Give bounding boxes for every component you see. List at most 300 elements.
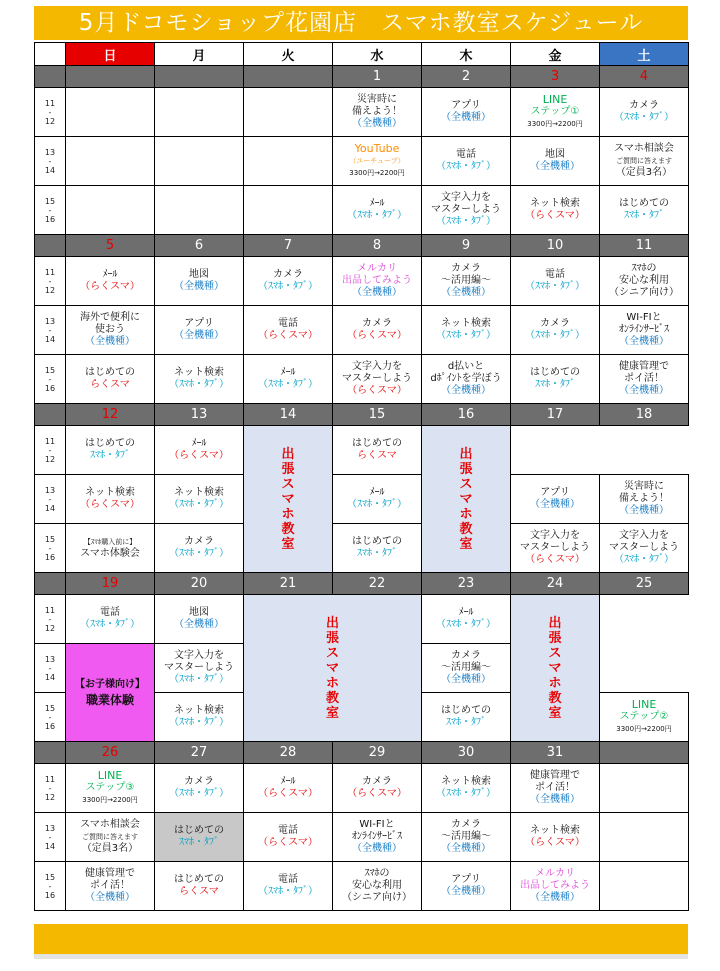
class-line: （全機種） bbox=[352, 843, 402, 854]
class-line: はじめての bbox=[174, 874, 224, 885]
date-cell: 6 bbox=[155, 235, 244, 257]
class-line: （ｽﾏﾎ・ﾀﾌﾞ） bbox=[436, 330, 496, 341]
class-line: （シニア向け） bbox=[609, 287, 679, 298]
time-label bbox=[35, 306, 66, 355]
class-line: はじめての bbox=[530, 367, 580, 378]
class-cell bbox=[422, 862, 511, 911]
class-cell bbox=[333, 88, 422, 137]
class-line: 電話 bbox=[278, 318, 298, 329]
class-line: 使おう bbox=[95, 324, 125, 335]
class-line: 備えよう！ bbox=[619, 493, 669, 504]
outreach-class-cell bbox=[422, 426, 511, 573]
class-line: （ｽﾏﾎ・ﾀﾌﾞ） bbox=[169, 717, 229, 728]
class-line: カメラ bbox=[273, 269, 303, 280]
class-cell bbox=[244, 862, 333, 911]
time-slot-row bbox=[35, 306, 689, 355]
class-line: （全機種） bbox=[619, 505, 669, 516]
outreach-class-label: 出張スマホ教室 bbox=[281, 446, 295, 552]
class-line: カメラ bbox=[184, 536, 214, 547]
date-cell bbox=[600, 742, 689, 764]
schedule-table bbox=[34, 42, 689, 911]
class-cell bbox=[600, 693, 689, 742]
class-line: はじめての bbox=[85, 438, 135, 449]
class-line: ｽﾏﾎ・ﾀﾌﾞ bbox=[624, 210, 664, 221]
class-line: ﾒｰﾙ bbox=[458, 607, 474, 618]
class-line: （全機種） bbox=[530, 499, 580, 510]
time-end: 14 bbox=[44, 503, 56, 513]
time-dash: - bbox=[48, 712, 52, 722]
time-end: 12 bbox=[44, 116, 56, 126]
class-cell bbox=[600, 257, 689, 306]
class-line: ｽﾏﾎの bbox=[364, 868, 390, 879]
time-start: 15 bbox=[44, 703, 56, 713]
class-cell bbox=[155, 595, 244, 644]
time-end: 16 bbox=[44, 552, 56, 562]
class-line: （らくスマ） bbox=[525, 210, 585, 221]
class-cell bbox=[66, 595, 155, 644]
time-start: 13 bbox=[44, 485, 56, 495]
class-line: ご質問に答えます bbox=[616, 157, 672, 165]
class-cell bbox=[66, 862, 155, 911]
class-cell bbox=[600, 813, 689, 862]
class-line: （全機種） bbox=[619, 336, 669, 347]
time-label bbox=[35, 524, 66, 573]
date-cell: 3 bbox=[511, 66, 600, 88]
time-dash: - bbox=[48, 783, 52, 793]
class-line: はじめての bbox=[619, 198, 669, 209]
time-end: 12 bbox=[44, 792, 56, 802]
class-line: （シニア向け） bbox=[342, 892, 412, 903]
class-line: （ｽﾏﾎ・ﾀﾌﾞ） bbox=[525, 281, 585, 292]
class-cell bbox=[333, 475, 422, 524]
week-corner-cell bbox=[35, 235, 66, 257]
class-line: （ｽﾏﾎ・ﾀﾌﾞ） bbox=[525, 330, 585, 341]
time-label bbox=[35, 693, 66, 742]
weekday-mon: 月 bbox=[155, 43, 244, 66]
class-line: 安心な利用 bbox=[619, 275, 669, 286]
class-cell bbox=[333, 137, 422, 186]
class-line: （全機種） bbox=[85, 892, 135, 903]
class-line: 健康管理で bbox=[530, 770, 580, 781]
time-start: 11 bbox=[44, 436, 56, 446]
class-line: （ｽﾏﾎ・ﾀﾌﾞ） bbox=[614, 554, 674, 565]
class-cell bbox=[422, 813, 511, 862]
class-line: メルカリ bbox=[535, 868, 575, 879]
outreach-class-label: 出張スマホ教室 bbox=[548, 615, 562, 721]
class-cell bbox=[511, 306, 600, 355]
time-start: 11 bbox=[44, 774, 56, 784]
class-line: カメラ bbox=[184, 776, 214, 787]
weekday-header-row bbox=[35, 43, 689, 66]
class-line: LINE bbox=[542, 93, 568, 106]
class-line: （全機種） bbox=[174, 619, 224, 630]
class-cell bbox=[333, 524, 422, 573]
class-line: （ｽﾏﾎ・ﾀﾌﾞ） bbox=[436, 619, 496, 630]
class-line: 電話 bbox=[278, 874, 298, 885]
class-line: dﾎﾟｲﾝﾄを学ぼう bbox=[430, 373, 502, 384]
class-cell bbox=[244, 355, 333, 404]
class-line: （全機種） bbox=[441, 843, 491, 854]
time-end: 16 bbox=[44, 890, 56, 900]
time-slot-row bbox=[35, 475, 689, 524]
class-line: （ｽﾏﾎ・ﾀﾌﾞ） bbox=[169, 788, 229, 799]
time-label bbox=[35, 355, 66, 404]
class-line: （らくスマ） bbox=[169, 450, 229, 461]
class-line: ﾒｰﾙ bbox=[369, 487, 385, 498]
time-slot-row bbox=[35, 813, 689, 862]
class-line: 電話 bbox=[545, 269, 565, 280]
kids-event-title: 職業体験 bbox=[85, 693, 134, 707]
class-line: 文字入力を bbox=[174, 650, 224, 661]
class-cell bbox=[422, 137, 511, 186]
class-line: 海外で便利に bbox=[80, 312, 140, 323]
outreach-class-cell bbox=[244, 595, 422, 742]
time-start: 13 bbox=[44, 147, 56, 157]
class-line: カメラ bbox=[629, 100, 659, 111]
class-cell bbox=[422, 693, 511, 742]
class-line: （全機種） bbox=[530, 161, 580, 172]
class-line: はじめての bbox=[352, 536, 402, 547]
class-line: カメラ bbox=[362, 318, 392, 329]
class-line: （全機種） bbox=[441, 385, 491, 396]
class-cell bbox=[511, 862, 600, 911]
class-line: （らくスマ） bbox=[525, 837, 585, 848]
class-cell bbox=[511, 813, 600, 862]
class-line: （全機種） bbox=[352, 118, 402, 129]
class-cell bbox=[66, 257, 155, 306]
date-cell: 9 bbox=[422, 235, 511, 257]
time-slot-row bbox=[35, 257, 689, 306]
class-line: （全機種） bbox=[441, 886, 491, 897]
class-cell bbox=[333, 862, 422, 911]
time-label bbox=[35, 88, 66, 137]
class-line: アプリ bbox=[451, 100, 481, 111]
outreach-class-cell bbox=[244, 426, 333, 573]
class-line: スマホ相談会 bbox=[614, 143, 674, 154]
class-line: （ｽﾏﾎ・ﾀﾌﾞ） bbox=[169, 548, 229, 559]
class-line: スマホ体験会 bbox=[80, 548, 140, 559]
class-line: 地図 bbox=[189, 269, 209, 280]
time-slot-row bbox=[35, 862, 689, 911]
time-slot-row bbox=[35, 524, 689, 573]
time-start: 15 bbox=[44, 365, 56, 375]
time-dash: - bbox=[48, 881, 52, 891]
class-line: （らくスマ） bbox=[347, 330, 407, 341]
class-line: 文字入力を bbox=[352, 361, 402, 372]
class-line: ネット検索 bbox=[530, 198, 580, 209]
class-cell bbox=[511, 88, 600, 137]
date-cell: 14 bbox=[244, 404, 333, 426]
class-line: （らくスマ） bbox=[525, 554, 585, 565]
class-line: （全機種） bbox=[530, 892, 580, 903]
class-line: ネット検索 bbox=[85, 487, 135, 498]
date-cell: 21 bbox=[244, 573, 333, 595]
week-date-row bbox=[35, 66, 689, 88]
date-cell: 10 bbox=[511, 235, 600, 257]
class-cell bbox=[155, 862, 244, 911]
class-line: （全機種） bbox=[85, 336, 135, 347]
class-line: ポイ活！ bbox=[535, 782, 575, 793]
class-line: 健康管理で bbox=[619, 361, 669, 372]
weekday-sun: 日 bbox=[66, 43, 155, 66]
class-line: ネット検索 bbox=[441, 318, 491, 329]
class-line: （ｽﾏﾎ・ﾀﾌﾞ） bbox=[169, 499, 229, 510]
class-line: ポイ活！ bbox=[624, 373, 664, 384]
time-slot-row bbox=[35, 355, 689, 404]
class-line: 文字入力を bbox=[619, 530, 669, 541]
date-cell: 13 bbox=[155, 404, 244, 426]
class-line: アプリ bbox=[540, 487, 570, 498]
class-line: （らくスマ） bbox=[347, 385, 407, 396]
class-line: ～活用編～ bbox=[441, 831, 491, 842]
class-line: 3300円→2200円 bbox=[349, 169, 405, 177]
time-end: 12 bbox=[44, 623, 56, 633]
time-start: 11 bbox=[44, 605, 56, 615]
date-cell: 16 bbox=[422, 404, 511, 426]
class-line: ステップ② bbox=[619, 711, 669, 722]
class-line: マスターしよう bbox=[164, 662, 234, 673]
weekday-tue: 火 bbox=[244, 43, 333, 66]
class-line: マスターしよう bbox=[520, 542, 590, 553]
weekday-wed: 水 bbox=[333, 43, 422, 66]
class-line: 災害時に bbox=[624, 481, 664, 492]
class-cell bbox=[66, 524, 155, 573]
weekday-sat: 土 bbox=[600, 43, 689, 66]
week-date-row bbox=[35, 573, 689, 595]
class-line: マスターしよう bbox=[609, 542, 679, 553]
time-start: 15 bbox=[44, 196, 56, 206]
class-cell bbox=[600, 355, 689, 404]
time-label bbox=[35, 813, 66, 862]
class-cell bbox=[511, 355, 600, 404]
week-corner-cell bbox=[35, 742, 66, 764]
time-end: 14 bbox=[44, 672, 56, 682]
class-line: ｽﾏﾎ・ﾀﾌﾞ bbox=[357, 548, 397, 559]
class-line: ﾒｰﾙ bbox=[280, 776, 296, 787]
time-label bbox=[35, 475, 66, 524]
class-line: 3300円→2200円 bbox=[82, 796, 138, 804]
time-end: 14 bbox=[44, 165, 56, 175]
class-line: （ｽﾏﾎ・ﾀﾌﾞ） bbox=[436, 216, 496, 227]
time-label bbox=[35, 644, 66, 693]
time-label bbox=[35, 862, 66, 911]
class-cell bbox=[66, 186, 155, 235]
footer-shadow bbox=[34, 954, 688, 959]
date-cell: 1 bbox=[333, 66, 422, 88]
time-slot-row bbox=[35, 186, 689, 235]
time-start: 11 bbox=[44, 98, 56, 108]
class-line: カメラ bbox=[451, 819, 481, 830]
class-line: 備えよう！ bbox=[352, 106, 402, 117]
class-cell bbox=[422, 764, 511, 813]
date-cell: 24 bbox=[511, 573, 600, 595]
time-start: 11 bbox=[44, 267, 56, 277]
date-cell: 19 bbox=[66, 573, 155, 595]
class-cell bbox=[333, 257, 422, 306]
class-cell bbox=[333, 355, 422, 404]
class-cell bbox=[333, 813, 422, 862]
class-cell bbox=[600, 524, 689, 573]
class-cell bbox=[66, 306, 155, 355]
time-end: 16 bbox=[44, 214, 56, 224]
class-line: ｽﾏﾎ・ﾀﾌﾞ bbox=[90, 450, 130, 461]
class-line: 地図 bbox=[189, 607, 209, 618]
class-line: （全機種） bbox=[441, 674, 491, 685]
class-cell bbox=[244, 88, 333, 137]
time-end: 12 bbox=[44, 454, 56, 464]
time-end: 16 bbox=[44, 721, 56, 731]
class-cell bbox=[155, 88, 244, 137]
class-cell bbox=[333, 186, 422, 235]
class-cell bbox=[511, 257, 600, 306]
time-dash: - bbox=[48, 543, 52, 553]
class-cell bbox=[422, 257, 511, 306]
class-line: ｵﾝﾗｲﾝｻｰﾋﾞｽ bbox=[352, 831, 402, 842]
class-line: ネット検索 bbox=[174, 705, 224, 716]
class-line: （らくスマ） bbox=[258, 837, 318, 848]
class-line: （全機種） bbox=[174, 281, 224, 292]
time-dash: - bbox=[48, 614, 52, 624]
kids-event-tag: 【お子様向け】 bbox=[75, 679, 145, 690]
time-start: 15 bbox=[44, 534, 56, 544]
class-line: ﾒｰﾙ bbox=[280, 367, 296, 378]
class-cell bbox=[244, 137, 333, 186]
class-line: カメラ bbox=[540, 318, 570, 329]
date-cell: 30 bbox=[422, 742, 511, 764]
class-line: （全機種） bbox=[530, 794, 580, 805]
class-line: （全機種） bbox=[174, 330, 224, 341]
corner-cell bbox=[35, 43, 66, 66]
time-dash: - bbox=[48, 374, 52, 384]
time-label bbox=[35, 595, 66, 644]
class-line: 電話 bbox=[456, 149, 476, 160]
class-line: （ｽﾏﾎ・ﾀﾌﾞ） bbox=[436, 788, 496, 799]
class-line: （ｽﾏﾎ・ﾀﾌﾞ） bbox=[436, 161, 496, 172]
time-dash: - bbox=[48, 276, 52, 286]
time-slot-row bbox=[35, 764, 689, 813]
class-line: らくスマ bbox=[90, 379, 130, 390]
date-cell: 22 bbox=[333, 573, 422, 595]
class-cell bbox=[333, 306, 422, 355]
class-cell bbox=[600, 764, 689, 813]
week-date-row bbox=[35, 235, 689, 257]
class-cell bbox=[155, 186, 244, 235]
class-line: （ｽﾏﾎ・ﾀﾌﾞ） bbox=[169, 674, 229, 685]
class-line: マスターしよう bbox=[431, 204, 501, 215]
class-line: （ｽﾏﾎ・ﾀﾌﾞ） bbox=[169, 379, 229, 390]
class-line: 電話 bbox=[278, 825, 298, 836]
footer-banner bbox=[34, 924, 688, 954]
time-label bbox=[35, 257, 66, 306]
class-line: 文字入力を bbox=[530, 530, 580, 541]
class-cell bbox=[66, 813, 155, 862]
class-line: 健康管理で bbox=[85, 868, 135, 879]
class-cell bbox=[600, 862, 689, 911]
class-line: （全機種） bbox=[619, 385, 669, 396]
class-line: （らくスマ） bbox=[80, 281, 140, 292]
date-cell: 11 bbox=[600, 235, 689, 257]
class-line: （全機種） bbox=[441, 287, 491, 298]
class-line: （ｽﾏﾎ・ﾀﾌﾞ） bbox=[347, 499, 407, 510]
class-cell bbox=[155, 257, 244, 306]
class-cell bbox=[600, 186, 689, 235]
class-cell bbox=[422, 644, 511, 693]
time-dash: - bbox=[48, 494, 52, 504]
class-line: カメラ bbox=[451, 263, 481, 274]
class-line: （ｽﾏﾎ・ﾀﾌﾞ） bbox=[258, 281, 318, 292]
class-line: 電話 bbox=[100, 607, 120, 618]
class-line: WI-FIと bbox=[359, 819, 395, 830]
class-cell bbox=[422, 355, 511, 404]
class-line: （ユーチューブ） bbox=[349, 157, 405, 165]
class-line: （らくスマ） bbox=[258, 330, 318, 341]
time-dash: - bbox=[48, 663, 52, 673]
class-cell bbox=[422, 306, 511, 355]
time-slot-row bbox=[35, 595, 689, 644]
time-slot-row bbox=[35, 137, 689, 186]
time-dash: - bbox=[48, 107, 52, 117]
class-cell bbox=[333, 426, 422, 475]
class-line: （ｽﾏﾎ・ﾀﾌﾞ） bbox=[614, 112, 674, 123]
class-line: カメラ bbox=[362, 776, 392, 787]
time-dash: - bbox=[48, 156, 52, 166]
class-line: アプリ bbox=[184, 318, 214, 329]
class-line: ネット検索 bbox=[174, 367, 224, 378]
class-cell bbox=[66, 426, 155, 475]
class-line: マスターしよう bbox=[342, 373, 412, 384]
time-label bbox=[35, 426, 66, 475]
date-cell: 2 bbox=[422, 66, 511, 88]
class-line: 【ｽﾏﾎ購入前に】 bbox=[83, 538, 137, 546]
title-banner bbox=[34, 6, 688, 40]
class-cell bbox=[244, 306, 333, 355]
class-line: ｵﾝﾗｲﾝｻｰﾋﾞｽ bbox=[619, 324, 669, 335]
date-cell: 27 bbox=[155, 742, 244, 764]
class-cell bbox=[244, 186, 333, 235]
class-cell bbox=[155, 524, 244, 573]
class-cell bbox=[155, 813, 244, 862]
class-cell bbox=[155, 764, 244, 813]
page-title: 5月ドコモショップ花園店 スマホ教室スケジュール bbox=[78, 10, 644, 36]
class-line: 安心な利用 bbox=[352, 880, 402, 891]
class-line: ｽﾏﾎ・ﾀﾌﾞ bbox=[179, 837, 219, 848]
class-line: はじめての bbox=[441, 705, 491, 716]
date-cell: 8 bbox=[333, 235, 422, 257]
class-cell bbox=[66, 764, 155, 813]
date-cell: 28 bbox=[244, 742, 333, 764]
date-cell bbox=[155, 66, 244, 88]
class-line: YouTube bbox=[354, 142, 400, 155]
date-cell: 12 bbox=[66, 404, 155, 426]
class-cell bbox=[66, 137, 155, 186]
class-line: ネット検索 bbox=[441, 776, 491, 787]
class-line: （定員3名） bbox=[81, 843, 139, 854]
class-line: 地図 bbox=[545, 149, 565, 160]
class-cell bbox=[511, 137, 600, 186]
date-cell: 29 bbox=[333, 742, 422, 764]
date-cell: 23 bbox=[422, 573, 511, 595]
class-line: （定員3名） bbox=[615, 167, 673, 178]
class-line: （ｽﾏﾎ・ﾀﾌﾞ） bbox=[258, 379, 318, 390]
class-cell bbox=[155, 644, 244, 693]
time-end: 16 bbox=[44, 383, 56, 393]
time-slot-row bbox=[35, 88, 689, 137]
class-line: はじめての bbox=[352, 438, 402, 449]
class-line: 3300円→2200円 bbox=[616, 725, 672, 733]
weekday-fri: 金 bbox=[511, 43, 600, 66]
class-line: WI-FIと bbox=[626, 312, 662, 323]
week-corner-cell bbox=[35, 66, 66, 88]
